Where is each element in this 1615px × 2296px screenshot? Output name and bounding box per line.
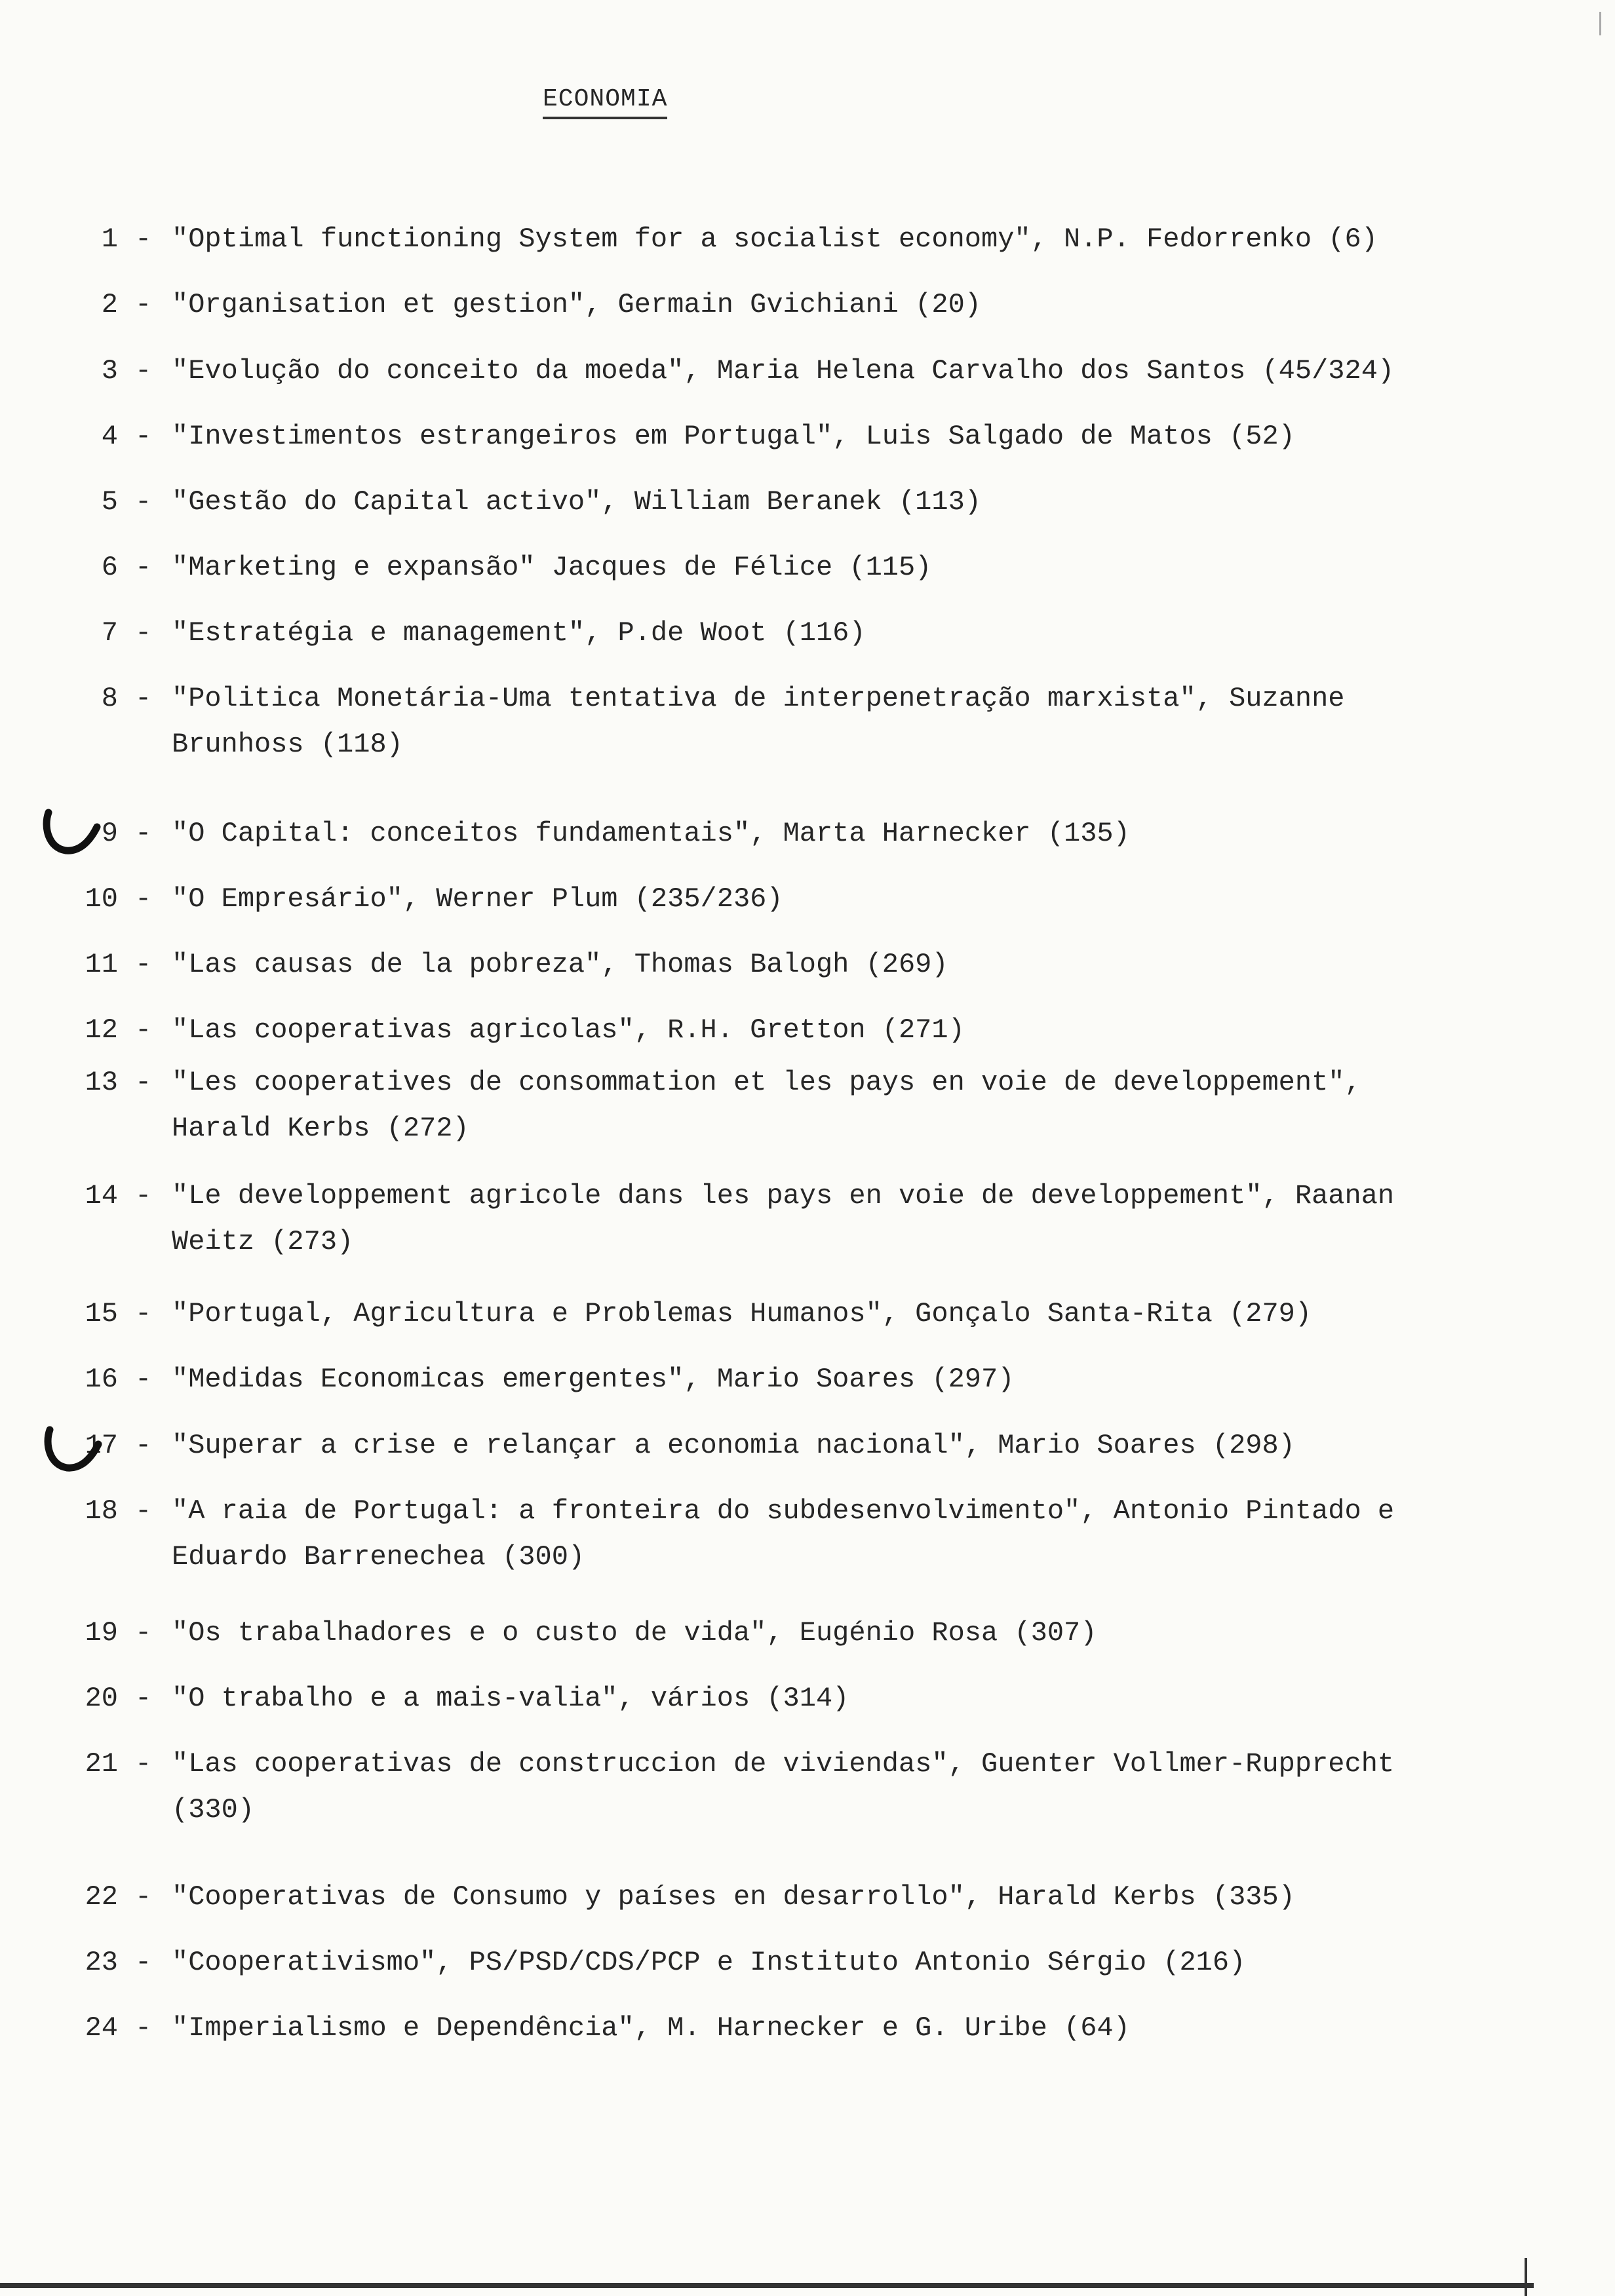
item-number: 18 [85,1495,118,1527]
item-dash: - [135,1180,152,1212]
item-text-continuation: Weitz (273) [172,1226,354,1257]
item-text: "Cooperativas de Consumo y países en desarrollo", Harald Kerbs (335) [172,1881,1295,1913]
item-number: 16 [85,1364,118,1395]
item-text: "Gestão do Capital activo", William Beranek (113) [172,486,982,518]
item-number: 12 [85,1014,118,1046]
item-text: "Cooperativismo", PS/PSD/CDS/PCP e Instituto Antonio Sérgio (216) [172,1947,1246,1978]
item-text: "O trabalho e a mais-valia", vários (314) [172,1683,849,1714]
item-number: 19 [85,1617,118,1649]
item-text: "Las cooperativas de construccion de viviendas", Guenter Vollmer-Rupprecht [172,1748,1395,1780]
check-mark-icon [41,1425,106,1477]
item-number: 4 [101,421,118,452]
item-number: 11 [85,949,118,980]
item-text: "A raia de Portugal: a fronteira do subdesenvolvimento", Antonio Pintado e [172,1495,1395,1527]
item-number: 21 [85,1748,118,1780]
item-dash: - [135,486,152,518]
item-dash: - [135,617,152,649]
item-text: "Investimentos estrangeiros em Portugal", Luis Salgado de Matos (52) [172,421,1295,452]
item-text-continuation: (330) [172,1794,255,1826]
item-dash: - [135,1430,152,1461]
item-text: "Las cooperativas agricolas", R.H. Gretton (271) [172,1014,965,1046]
item-text: "Optimal functioning System for a socialist economy", N.P. Fedorrenko (6) [172,223,1378,255]
item-dash: - [135,223,152,255]
item-dash: - [135,2012,152,2044]
item-dash: - [135,1617,152,1649]
item-dash: - [135,552,152,583]
item-text: "Os trabalhadores e o custo de vida", Eugénio Rosa (307) [172,1617,1097,1649]
item-text: "Las causas de la pobreza", Thomas Balogh (269) [172,949,948,980]
item-text: "Organisation et gestion", Germain Gvichiani (20) [172,289,982,320]
item-text: "Marketing e expansão" Jacques de Félice (115) [172,552,932,583]
item-dash: - [135,1947,152,1978]
item-text: "Medidas Economicas emergentes", Mario Soares (297) [172,1364,1015,1395]
item-dash: - [135,1495,152,1527]
item-number: 14 [85,1180,118,1212]
item-dash: - [135,1067,152,1098]
item-number: 5 [101,486,118,518]
item-number: 3 [101,355,118,387]
item-text-continuation: Eduardo Barrenechea (300) [172,1541,585,1573]
item-number: 24 [85,2012,118,2044]
item-text: "O Empresário", Werner Plum (235/236) [172,883,783,915]
item-number: 8 [101,683,118,714]
item-dash: - [135,883,152,915]
item-dash: - [135,818,152,849]
item-text: "Estratégia e management", P.de Woot (116) [172,617,866,649]
item-number: 22 [85,1881,118,1913]
item-dash: - [135,355,152,387]
check-mark-icon [39,807,105,860]
item-number: 2 [101,289,118,320]
item-text: "Portugal, Agricultura e Problemas Humanos", Gonçalo Santa-Rita (279) [172,1298,1312,1330]
item-dash: - [135,1683,152,1714]
scan-artifact [1525,2258,1527,2296]
item-number: 7 [101,617,118,649]
item-number: 23 [85,1947,118,1978]
item-dash: - [135,1364,152,1395]
item-text: "O Capital: conceitos fundamentais", Marta Harnecker (135) [172,818,1130,849]
page-title: ECONOMIA [543,84,667,119]
item-number: 9 [101,818,118,849]
item-text-continuation: Harald Kerbs (272) [172,1113,469,1144]
item-dash: - [135,1298,152,1330]
item-text: "Les cooperatives de consommation et les pays en voie de developpement", [172,1067,1361,1098]
item-dash: - [135,421,152,452]
item-dash: - [135,1748,152,1780]
item-dash: - [135,683,152,714]
item-number: 1 [101,223,118,255]
item-dash: - [135,289,152,320]
item-dash: - [135,1881,152,1913]
item-dash: - [135,1014,152,1046]
page-bottom-rule [0,2283,1534,2288]
item-text: "Evolução do conceito da moeda", Maria Helena Carvalho dos Santos (45/324) [172,355,1395,387]
item-dash: - [135,949,152,980]
item-text: "Imperialismo e Dependência", M. Harnecker e G. Uribe (64) [172,2012,1130,2044]
item-number: 6 [101,552,118,583]
item-number: 10 [85,883,118,915]
item-text: "Le developpement agricole dans les pays en voie de developpement", Raanan [172,1180,1395,1212]
item-text: "Superar a crise e relançar a economia nacional", Mario Soares (298) [172,1430,1295,1461]
item-number: 20 [85,1683,118,1714]
scan-artifact [1599,12,1601,35]
item-text-continuation: Brunhoss (118) [172,729,403,760]
item-number: 17 [85,1430,118,1461]
item-number: 13 [85,1067,118,1098]
item-text: "Politica Monetária-Uma tentativa de interpenetração marxista", Suzanne [172,683,1345,714]
item-number: 15 [85,1298,118,1330]
